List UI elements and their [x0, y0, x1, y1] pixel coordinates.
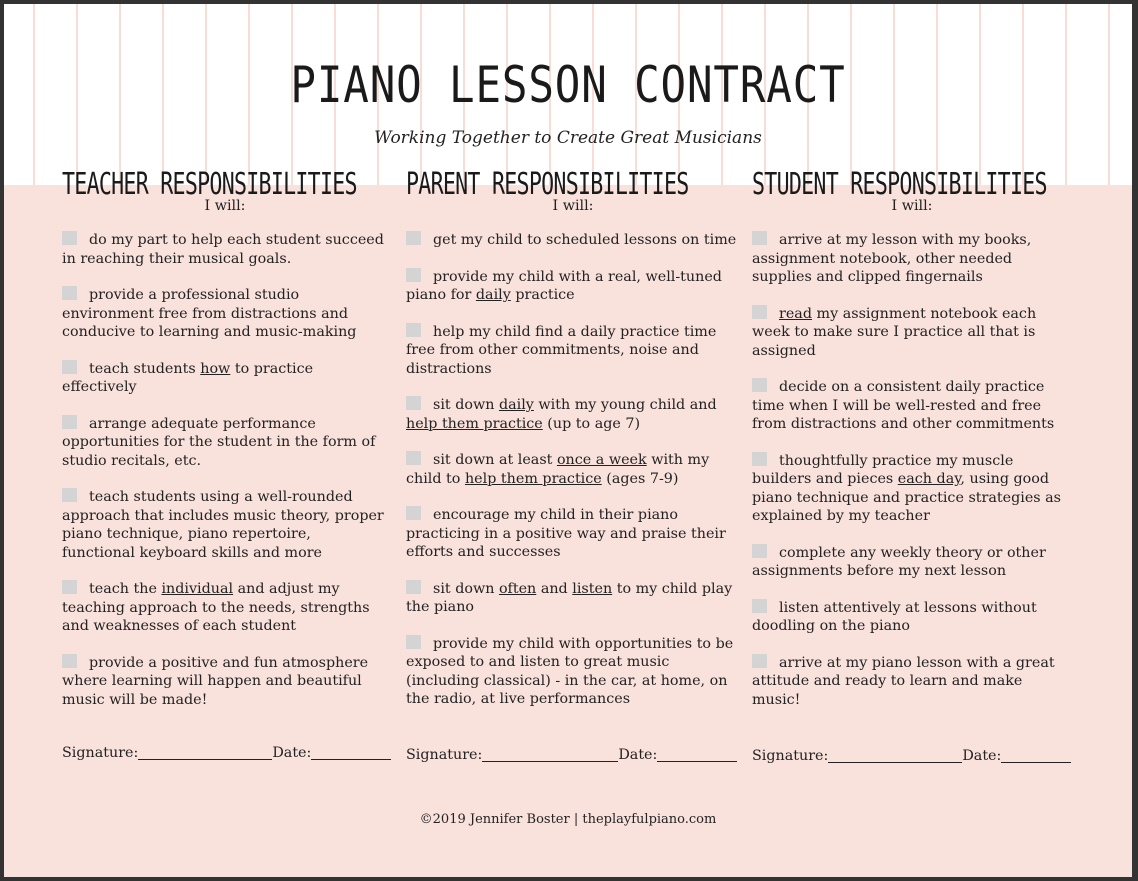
item-text: practice [510, 287, 575, 303]
item-text: help my child find a daily practice time free from other commitments, noise and distractions [406, 323, 717, 377]
item-text: provide a positive and fun atmosphere where learning will happen and beautiful music will be made! [62, 654, 369, 708]
item-text: decide on a consistent daily practice time when I will be well-rested and free from distractions and other commitments [752, 379, 1055, 432]
item-text: to practice effectively [62, 360, 314, 395]
i-will-label: I will: [204, 197, 246, 214]
item-text: arrive at my lesson with my books, assignment notebook, other needed supplies and clipped fingernails [752, 232, 1032, 285]
date-label: Date: [618, 747, 658, 763]
item-text: teach students using a well-rounded approach that includes music theory, proper piano technique, piano repertoire, functional keyboard skills and more [62, 489, 384, 561]
column-heading: STUDENT RESPONSIBILITIES [752, 167, 1047, 202]
student-signature-row [752, 748, 1071, 764]
item-text: (ages 7-9) [601, 470, 679, 487]
responsibility-item [62, 488, 388, 562]
responsibility-item [62, 580, 388, 636]
copyright-footer: ©2019 Jennifer Boster | theplayfulpiano.com [419, 812, 717, 827]
item-text: teach students [89, 360, 201, 377]
item-text: complete any weekly theory or other assignments before my next lesson [752, 544, 1046, 579]
item-text: teach the [89, 581, 162, 597]
responsibility-item [752, 231, 1072, 287]
emphasized-text: each day [897, 471, 961, 487]
item-text: (up to age 7) [542, 415, 641, 432]
responsibility-item [406, 635, 740, 709]
checkbox[interactable] [62, 580, 77, 594]
signature-label: Signature: [752, 748, 829, 764]
signature-label: Signature: [406, 747, 483, 763]
responsibility-item [752, 599, 1072, 636]
item-text: arrive at my piano lesson with a great attitude and ready to learn and make music! [752, 654, 1055, 708]
responsibility-item [406, 323, 740, 379]
responsibility-item [406, 268, 740, 305]
signature-line[interactable] [828, 748, 962, 763]
item-text: do my part to help each student succeed in reaching their musical goals. [62, 232, 384, 267]
i-will-label: I will: [891, 197, 933, 214]
item-text: my assignment notebook each week to make sure I practice all that is assigned [752, 305, 1037, 359]
date-line[interactable] [311, 745, 391, 760]
responsibility-item [62, 360, 388, 397]
student-column [752, 167, 1072, 727]
responsibility-item [62, 231, 388, 268]
responsibility-item [62, 286, 388, 342]
checkbox[interactable] [62, 488, 77, 502]
signature-line[interactable] [482, 747, 618, 762]
item-text: thoughtfully practice my muscle builders and pieces [752, 452, 1014, 487]
checkbox[interactable] [752, 452, 767, 466]
checkbox[interactable] [752, 305, 767, 319]
date-label: Date: [272, 745, 312, 761]
checkbox[interactable] [752, 231, 767, 245]
checkbox[interactable] [752, 378, 767, 392]
column-heading: TEACHER RESPONSIBILITIES [62, 167, 357, 202]
date-line[interactable] [657, 747, 737, 762]
teacher-signature-row [62, 745, 391, 761]
teacher-column [62, 167, 388, 727]
item-text: sit down at least [433, 452, 557, 468]
date-label: Date: [962, 748, 1002, 764]
checkbox[interactable] [406, 323, 421, 337]
item-text: arrange adequate performance opportunities for the student in the form of studio recitals, etc. [62, 415, 376, 469]
page-subtitle: Working Together to Create Great Musicians [374, 128, 762, 148]
checkbox[interactable] [406, 396, 421, 410]
contract-page [4, 4, 1132, 877]
item-text: and [536, 580, 573, 597]
checkbox[interactable] [752, 544, 767, 558]
checkbox[interactable] [406, 231, 421, 245]
column-heading: PARENT RESPONSIBILITIES [406, 167, 689, 202]
emphasized-text: often [498, 580, 537, 597]
responsibility-item [406, 580, 740, 617]
item-text: and adjust my teaching approach to the needs, strengths and weaknesses of each student [62, 581, 370, 634]
parent-signature-row [406, 747, 737, 763]
emphasized-text: daily [498, 397, 534, 413]
emphasized-text: how [200, 360, 231, 377]
item-text: with my child to [406, 452, 710, 487]
responsibility-item [406, 231, 740, 250]
emphasized-text: once a week [556, 452, 647, 468]
item-text: sit down [433, 397, 499, 413]
item-text: provide a professional studio environment free from distractions and conducive to learning and music-making [62, 287, 357, 340]
checkbox[interactable] [406, 580, 421, 594]
responsibility-item [752, 452, 1072, 526]
checkbox[interactable] [752, 654, 767, 668]
item-text: listen attentively at lessons without doodling on the piano [752, 599, 1037, 634]
item-text: sit down [433, 580, 499, 597]
date-line[interactable] [1001, 748, 1071, 763]
signature-label: Signature: [62, 745, 139, 761]
emphasized-text: daily [475, 287, 511, 303]
checkbox[interactable] [406, 268, 421, 282]
responsibility-item [752, 305, 1072, 361]
checkbox[interactable] [406, 635, 421, 649]
emphasized-text: help them practice [406, 415, 543, 432]
checkbox[interactable] [62, 415, 77, 429]
item-text: get my child to scheduled lessons on time [433, 232, 737, 248]
item-text: encourage my child in their piano practicing in a positive way and praise their efforts and successes [406, 507, 726, 560]
responsibility-item [62, 415, 388, 471]
item-text: with my young child and [533, 397, 717, 413]
i-will-label: I will: [552, 197, 594, 214]
item-text: provide my child with a real, well-tuned piano for [406, 268, 722, 303]
checkbox[interactable] [62, 286, 77, 300]
item-text: to my child play the piano [406, 580, 733, 615]
responsibility-item [62, 654, 388, 710]
emphasized-text: individual [161, 581, 234, 597]
item-text: , using good piano technique and practice strategies as explained by my teacher [752, 471, 1062, 524]
responsibility-item [752, 378, 1072, 434]
checkbox[interactable] [406, 451, 421, 465]
checkbox[interactable] [62, 654, 77, 668]
parent-column [406, 167, 740, 727]
checkbox[interactable] [752, 599, 767, 613]
responsibility-item [406, 506, 740, 562]
checkbox[interactable] [62, 360, 77, 374]
item-text: provide my child with opportunities to be exposed to and listen to great music (including classical) - in the car, at home, on the radio, at live performances [406, 635, 734, 707]
page-title: PIANO LESSON CONTRACT [290, 56, 846, 114]
emphasized-text: listen [572, 580, 613, 597]
checkbox[interactable] [406, 506, 421, 520]
responsibility-item [406, 396, 740, 433]
emphasized-text: read [779, 305, 812, 322]
emphasized-text: help them practice [464, 470, 602, 487]
signature-line[interactable] [138, 745, 272, 760]
responsibility-item [406, 451, 740, 488]
responsibility-item [752, 544, 1072, 581]
checkbox[interactable] [62, 231, 77, 245]
responsibility-item [752, 654, 1072, 710]
